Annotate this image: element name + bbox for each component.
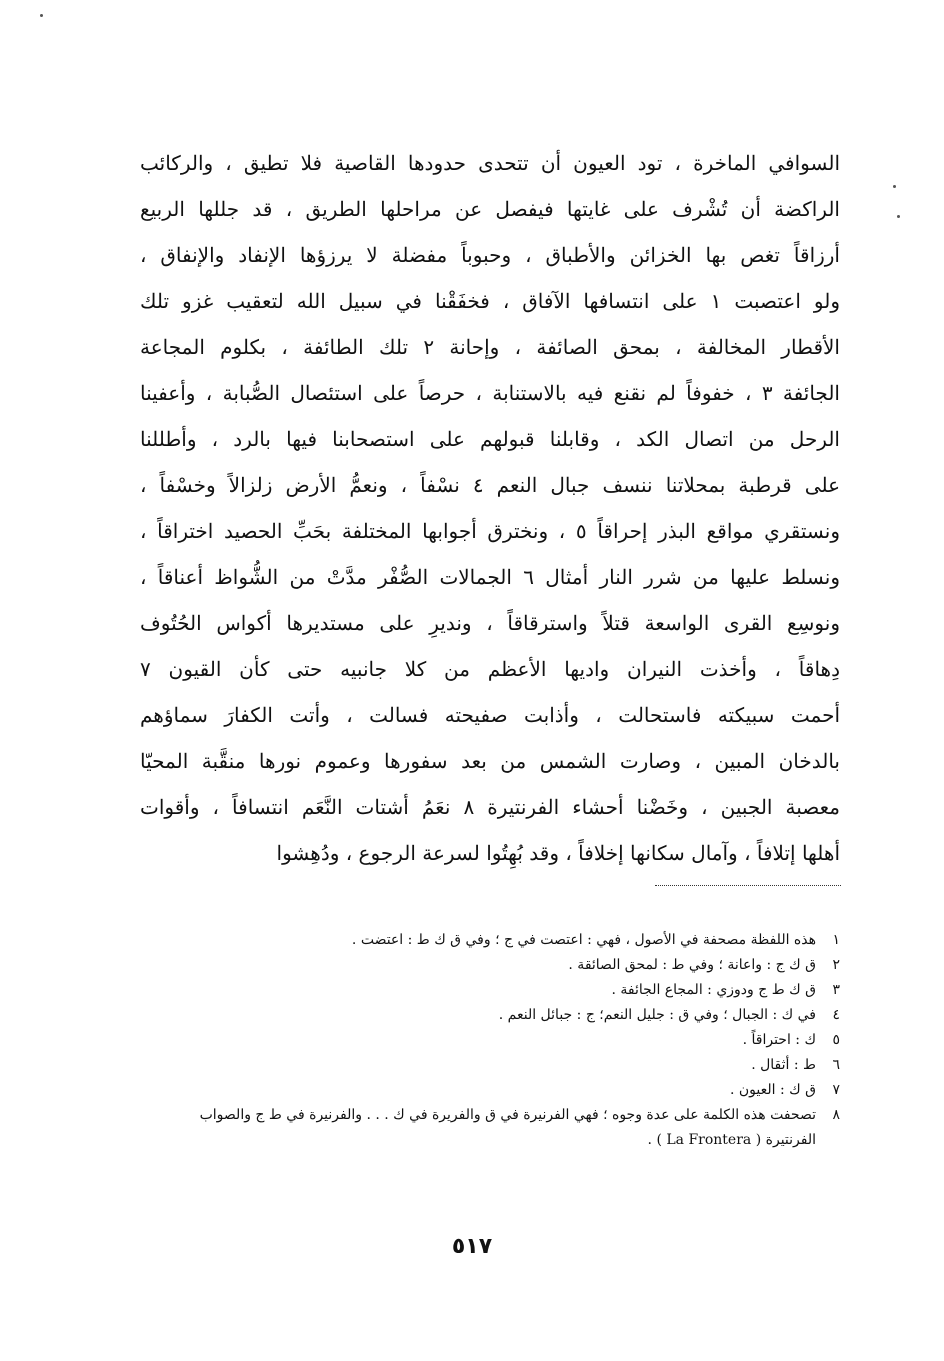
footnotes [150,928,840,1153]
footnote-number: ٧ [832,1082,840,1098]
footnote-text: تصحفت هذه الكلمة على عدة وجوه ؛ فهي الفرنيرة في ق والفريرة في ك . . . والفرنيرة في ط ج والصواب الفرنتيرة ( La Frontera ) . [199,1107,816,1148]
footnote-number: ٤ [832,1007,840,1023]
footnote-number: ٦ [832,1057,840,1073]
text-line: ولو اعتصبت ١ على انتسافها الآفاق ، فخفَقْنا في سبيل الله لتعقيب غزو تلك [140,289,840,313]
text-line: بالدخان المبين ، وصارت الشمس من بعد سفورها وعموم نورها منقَّبة المحيّا [140,749,840,773]
text-line: دِهاقاً ، وأخذت النيران واديها الأعظم من كلا جانبيه حتى كأن القيون ٧ [140,657,840,681]
footnote [150,953,840,978]
footnote-text: ق ك : العيون . [729,1082,816,1098]
footnote [150,978,840,1003]
footnote-number: ٥ [832,1032,840,1048]
footnote-text: ق ك ج : واعانة ؛ وفي ط : لمحق الصائقة . [568,957,816,973]
footnote [150,1003,840,1028]
scan-speck [893,185,896,188]
footnote-text: ق ك ط ج ودوزي : المجاع الجائفة . [611,982,816,998]
footnote-divider [655,885,841,886]
footnote-number: ١ [832,932,840,948]
footnote [150,1053,840,1078]
text-line: أهلها إتلافاً ، وآمال سكانها إخلافاً ، وقد بُهِتُوا لسرعة الرجوع ، ودُهِشوا [276,841,840,865]
scan-speck [897,215,900,218]
main-text-block [140,140,840,876]
page-number: ٥١٧ [451,1234,493,1259]
footnote-text: ك : احتراقاً . [742,1032,816,1048]
footnote-number: ٨ [832,1107,840,1123]
footnote [150,1078,840,1103]
footnote [150,928,840,953]
footnote-text: في ك : الجبال ؛ وفي ق : جليل النعم؛ ج : جبائل النعم . [498,1007,816,1023]
text-line: الراكضة أن تُشْرف على غايتها فيفصل عن مراحلها الطريق ، قد جللها الربيع [140,197,840,221]
text-line: السوافي الماخرة ، تود العيون أن تتحدى حدودها القاصية فلا تطيق ، والركائب [140,151,840,175]
footnote-text: هذه اللفظة مصحفة في الأصول ، فهي : اعتصت في ج ؛ وفي ق ك ط : اعتضت . [351,932,816,948]
text-line: ونسلط عليها من شرر النار أمثال ٦ الجمالات الصُّفْر مدَّتْ من الشُّواظ أعناقاً ، [140,565,840,589]
text-line: على قرطبة بمحلاتنا ننسف جبال النعم ٤ نسْفاً ، ونعمُّ الأرض زلزالاً وخسْفاً ، [140,473,840,497]
footnote-number: ٣ [832,982,840,998]
footnote [150,1103,840,1153]
footnote-number: ٢ [832,957,840,973]
scan-speck [40,14,43,17]
text-line: الأقطار المخالفة ، بمحق الصائفة ، وإحانة ٢ تلك الطائفة ، بكلوم المجاعة [140,335,840,359]
text-line: ونستقري مواقع البذر إحراقاً ٥ ، ونخترق أجوابها المختلفة بحَبِّ الحصيد اختراقاً ، [140,519,840,543]
footnote-text: ط : أثقال . [751,1057,816,1073]
footnote [150,1028,840,1053]
text-line: الجائفة ٣ ، خفوفاً لم نقنع فيه بالاستنابة ، حرصاً على استئصال الصُّبابة ، وأعفينا [140,381,840,405]
text-line: الرحل من اتصال الكد ، وقابلنا قبولهم على استصحابنا فيها بالرد ، وأطللنا [140,427,840,451]
text-line: معصبة الجبين ، وخَضْنا أحشاء الفرنتيرة ٨ نعَمُ أشتات النَّعَم انتسافاً ، وأقوات [140,795,840,819]
text-line: أرزاقاً تغص بها الخزائن والأطباق ، وحبوباً مفضلة لا يرزؤها الإنفاد والإنفاق ، [140,243,840,267]
text-line: ونوسِع القرى الواسعة قتلاً واسترقاقاً ، ونديرِ على مستديرها أكواس الحُتُوف [140,611,840,635]
text-line: أحمت سبيكته فاستحالت ، وأذابت صفيحته فسالت ، وأتت الكفارَ سماؤهم [140,703,840,727]
